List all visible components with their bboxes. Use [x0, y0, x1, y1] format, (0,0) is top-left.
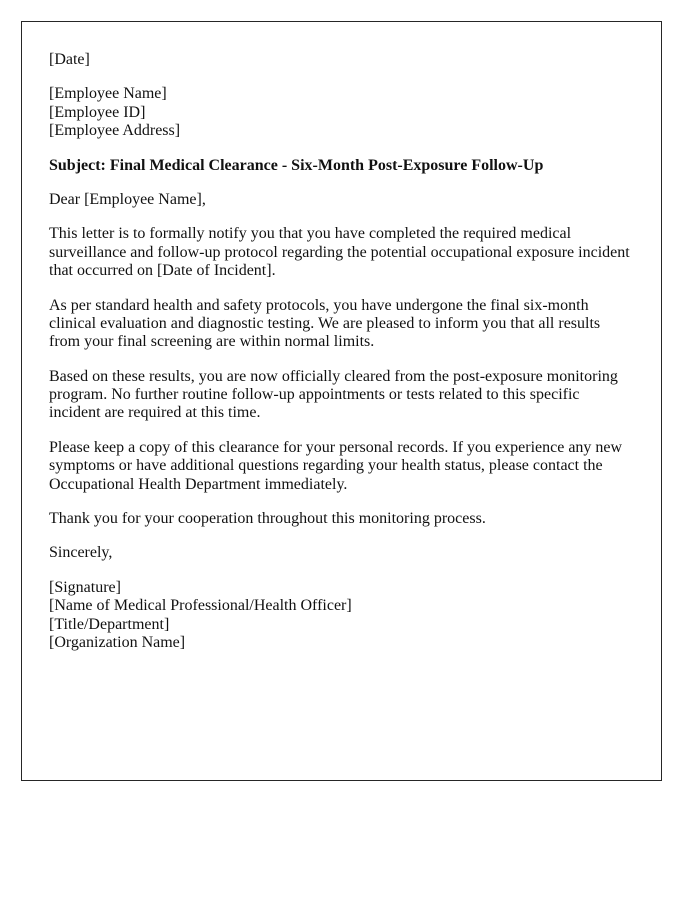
signer-title-line: [Title/Department]: [49, 615, 170, 633]
body-paragraph-4: Please keep a copy of this clearance for your personal records. If you experience any new symptoms or have additional questions regarding your health status, please contact the Occupational Health Department immediately.: [49, 438, 623, 493]
signature-block: [49, 579, 631, 653]
body-paragraph-2: As per standard health and safety protocols, you have undergone the final six-month clinical evaluation and diagnostic testing. We are pleased to inform you that all results from your final screening are within normal limits.: [49, 296, 601, 351]
date-line: [Date]: [49, 51, 90, 68]
body-paragraph-5: Thank you for your cooperation throughout this monitoring process.: [49, 510, 486, 528]
closing-line: Sincerely,: [49, 544, 113, 562]
body-paragraph-1: This letter is to formally notify you that you have completed the required medical surveillance and follow-up protocol regarding the potential occupational exposure incident that occurred on [Date of Incident].: [49, 225, 630, 280]
subject-line: Subject: Final Medical Clearance - Six-Month Post-Exposure Follow-Up: [49, 156, 544, 174]
recipient-block: [49, 85, 631, 140]
letter-page-frame: [21, 21, 662, 781]
organization-line: [Organization Name]: [49, 633, 186, 651]
body-paragraph-3: Based on these results, you are now officially cleared from the post-exposure monitoring program. No further routine follow-up appointments or tests related to this specific incident are required at this time.: [49, 367, 618, 422]
salutation-line: Dear [Employee Name],: [49, 190, 206, 208]
signature-line: [Signature]: [49, 578, 121, 596]
signer-name-line: [Name of Medical Professional/Health Officer]: [49, 597, 352, 615]
recipient-id-line: [Employee ID]: [49, 103, 146, 121]
recipient-address-line: [Employee Address]: [49, 122, 181, 140]
recipient-name-line: [Employee Name]: [49, 85, 167, 103]
